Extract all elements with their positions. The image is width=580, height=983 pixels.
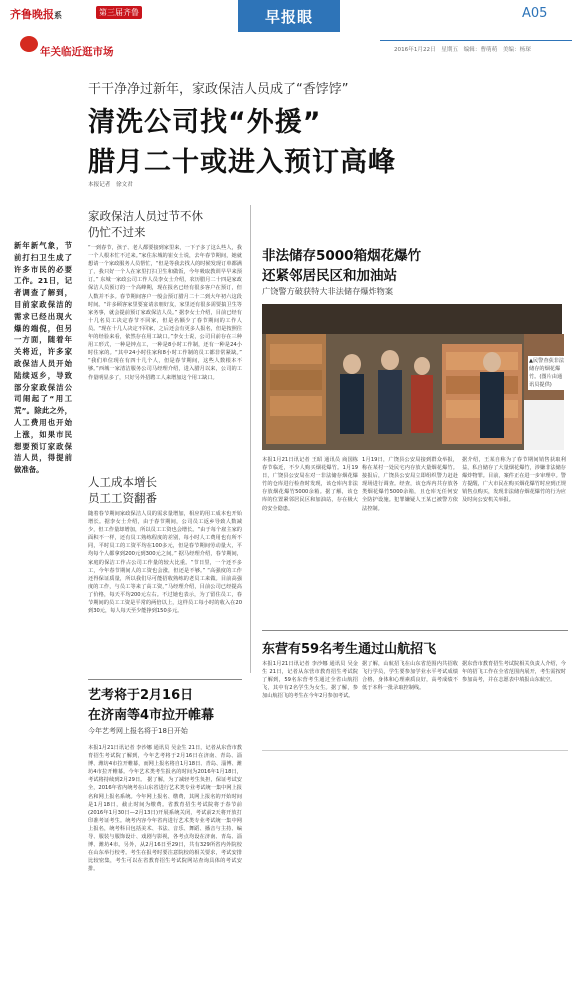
section-rule bbox=[262, 630, 568, 631]
headline-line-2: 腊月二十或进入预订高峰 bbox=[88, 147, 396, 178]
date-rule bbox=[380, 40, 572, 41]
headline-kicker: 干干净净过新年，家政保洁人员成了“香饽饽” bbox=[88, 82, 349, 97]
article-headline: 非法储存5000箱烟花爆竹 bbox=[262, 248, 422, 264]
article-body: 据了解，山航招飞在山东省范围内共招收飞行学员，学生要参加学业水平考试成绩合格，身体和心理素质良好，高考成绩不低于本科一批录取控制线。 bbox=[362, 661, 458, 692]
paper-tag: 第三届齐鲁 bbox=[96, 6, 142, 19]
subhead: 家政保洁人员过节不休 bbox=[88, 209, 203, 223]
photo-caption: ▲民警查获非法储存的烟花爆竹。(图片由通讯员提供) bbox=[528, 356, 568, 390]
section-rule bbox=[88, 679, 242, 680]
column-rule bbox=[250, 205, 251, 673]
news-photo bbox=[262, 304, 562, 450]
article-body: 1月19日，广饶县公安局接到群众举报，称在某村一处民宅内存放大量烟花爆竹。接报后，广饶县公安局立即组织警力赶赴现场进行调查。经查，该仓库内共存放各类烟花爆竹5000余箱，且仓库无任何安全防护设施。犯罪嫌疑人王某已被警方依法控制。 bbox=[362, 457, 458, 512]
article-subhead: 广饶警方破获特大非法储存爆炸物案 bbox=[262, 286, 394, 296]
article-body: 据东营市教育招生考试院相关负责人介绍，今年的招飞工作在全省范围内展开，考生需按时参加高考，并在志愿表中填报山东航空。 bbox=[462, 661, 566, 684]
article-body: 本报1月21日讯记者 王昭 通讯员 商国栋 春节临近，不少人购买烟花爆竹。1月19日，广饶县公安局在对一非法储存烟花爆竹的仓库进行检查时发现，该仓库内非法存放烟花爆竹5000余箱。据了解，该仓库的位置紧邻居民区和加油站，存在极大的安全隐患。 bbox=[262, 457, 358, 512]
byline: 本报记者 徐文君 bbox=[88, 182, 133, 188]
section-label: 早报眼 bbox=[264, 8, 313, 26]
article-subhead: 今年艺考网上报名将于18日开始 bbox=[88, 727, 188, 735]
paper-suffix: 系 bbox=[54, 10, 62, 20]
lead-paragraph: 新年新气象，节前打扫卫生成了许多市民的必要工作。21日，记者调查了解到，目前家政保洁的需求已经出现火爆的端倪，但另一方面，随着年关将近，许多家政保洁人员开始陆续返乡，导致部分家政保洁公司闹起了“用工荒”。除此之外，人工费用也开始上涨，如果市民想要预订家政保洁人员，得提前做准备。 bbox=[14, 241, 72, 475]
article-headline: 还紧邻居民区和加油站 bbox=[262, 268, 397, 284]
page-number: A05 bbox=[522, 6, 548, 21]
headline-line-1: 清洗公司找“外援” bbox=[88, 107, 322, 138]
article-body: 随着春节期间家政保洁人员的需求量增加，相应的用工成本也开始增长。据李女士介绍，由于春节期间，公司员工返乡导致人数减少，但工作量却增加，所以员工工资也会增长。“由于每个雇主家的面积不一样，还有员工熟练程度的差别，每小时人工费用也有所不同，平时员工的工资平均在100多元，但是春节期间劳动量大，平均每个人都拿到200元到300元之间。” 据马经理介绍，春节期间，家庭的保洁工作占公司工作量的较大比重。“节日里，一个还不多工，今年春节期间人的工资也会涨，但还是不够。” “高强度的工作还得保证质量，所以我们尽可能招收熟练的老员工来做。目前高强度的工作，与员工等来了高工资，”马经理介绍，目前公司已经提高了价格，每天平均200元左右。不过她也表示，为了留住员工，春节期间的员工工资是平常的两倍以上，这样员工每小时的收入在20到30元，每人每天至少能挣到150多元。 bbox=[88, 511, 242, 615]
subhead: 员工工资翻番 bbox=[88, 491, 157, 505]
paper-name: 齐鲁晚报系 bbox=[10, 8, 62, 21]
subhead: 仍忙不过来 bbox=[88, 225, 146, 239]
article-body: 据介绍，王某自称为了春节期间销售获取利益，私自储存了大量烟花爆竹，涉嫌非法储存爆炸物罪。目前，案件正在进一步审理中。警方提醒，广大市民在购买烟花爆竹时应到正规销售点购买，发现非法储存烟花爆竹的行为应及时向公安机关举报。 bbox=[462, 457, 566, 504]
article-headline: 在济南等4市拉开帷幕 bbox=[88, 708, 215, 723]
dateline: 2016年1月22日 星期五 编辑：曹萌萌 美编：杨琛 bbox=[394, 47, 531, 53]
article-headline: 艺考将于2月16日 bbox=[88, 688, 194, 703]
column-badge: 年关临近逛市场 bbox=[40, 46, 114, 58]
photo-illustration bbox=[262, 304, 562, 450]
subhead: 人工成本增长 bbox=[88, 475, 157, 489]
article-headline: 东营有59名考生通过山航招飞 bbox=[262, 642, 437, 657]
article-body: “一到春节，孩子、老人都要接到家里来，一下子多了这么些人，我一个人根本忙不过来。”家住东城的崔女士说，去年春节期间，她就想请一个家政服务人员帮忙，“但是等我去找人的时候发现订单都满了，我只好一个人在家里打扫卫生和做饭，今年吸取教训早早来预订。” 东城一家政公司工作人员李女士介绍，农历腊月二十四是家政保洁人员预订的一个高峰期，现在报名已经有很多客户在预订，但人数并不多。春节期间客户一般会预订腊月二十二到大年初六这段时间。“许多顾客家里要宴请亲朋好友，家里还有很多需要搞卫生等家务事，就会提前预订家政保洁人员。” 据李女士介绍，目前已经有十几名员工决定春节不回家，但是名额少了春节期间的工作人员。“现在十几人决定不回家，之后还会有更多人报名，但是按照往年的经验来看，依然存在用工缺口。”李女士说，公司目前存在三种用工形式，一种是钟点工，一种是8小时工作制，还有一种是24小时住家的。“其中24小时住家和8小时工作制的员工都非常紧缺。” “我们单位现在有四十几个人，但是春节期间，这些人数根本不够。”西城一家清洁服务公司马经理介绍，进入腊月以来，公司的工作量明显多了，只好另外招聘工人来增加这个用工缺口。 bbox=[88, 245, 242, 381]
section-rule bbox=[262, 750, 568, 751]
article-body: 本报1月21日讯记者 李沙娜 通讯员 吴金生 21日，记者从东营市教育招生考试院了解到，59名东营考生通过全省山航招飞，其中有2名学生为女生。据了解，参加山航招飞的考生在今年2月参加考试。 bbox=[262, 661, 358, 700]
article-body: 本报1月21日讯记者 李沙娜 通讯员 吴金生 21日，记者从东营市教育招生考试院了解到，今年艺考将于2月16日在济南、青岛、淄博、潍坊4市拉开帷幕，而网上报名将自1月18日、青岛、淄博、潍坊4市拉开帷幕。今年艺术类考生报名的时间为2016年1月18日，考试将持续到2月29日。 据了解，为了减轻考生负担，保证考试安全，2016年省内统考在山东省进行艺术类专业考试统一集中网上报名和网上报名系统。今年网上报名、缴费，其网上报名的开始时间是1月18日，截止时间为缴费。省教育招生考试院将于春节前(2016年1月30日—2月13日)开展系统关闭，考试前2天将开放打印准考证考生。统考内容今年省内进行艺术类专业考试统一集中网上报名，统考科目包括美术、书法、音乐、舞蹈、播音与主持、编导、服装与服饰设计、戏剧与影视，各考点均设在济南、青岛、淄博、潍坊4市。另外，从2月16日至29日，共有329所省内外院校在山东举行校考。考生在报考时要注意院校的相关要求，考试安排比较密集，考生可以在省教育招生考试院网站查询具体的考试安排。 bbox=[88, 745, 242, 873]
lantern-icon bbox=[20, 36, 38, 52]
